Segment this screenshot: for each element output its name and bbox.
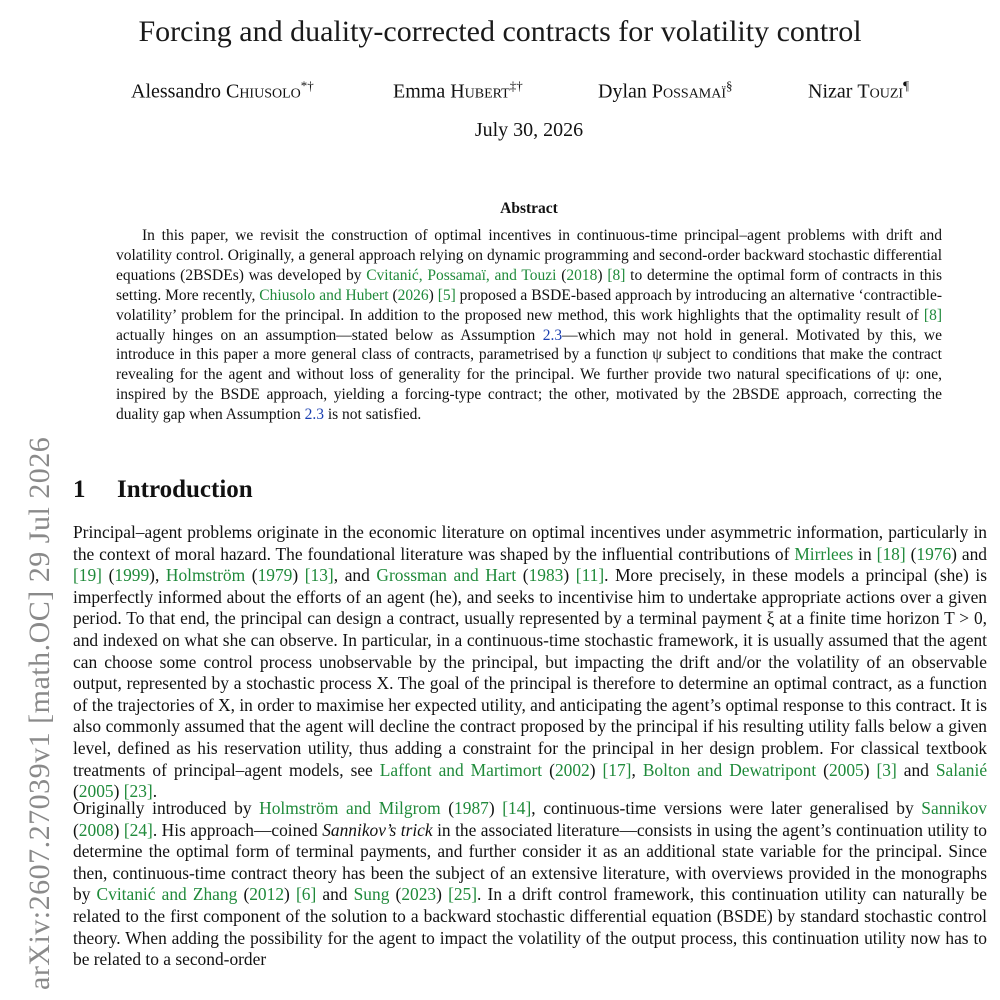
- citation-link[interactable]: [8]: [923, 306, 942, 324]
- citation-link[interactable]: Sannikov: [921, 798, 987, 818]
- arxiv-identifier: arXiv:2607.27039v1 [math.OC] 29 Jul 2026: [23, 436, 56, 990]
- section-number: 1: [73, 476, 86, 503]
- citation-link[interactable]: 2018: [566, 266, 598, 284]
- citation-link[interactable]: Laffont and Martimort: [379, 759, 543, 780]
- citation-link[interactable]: [11]: [575, 565, 605, 586]
- citation-link[interactable]: 2008: [78, 819, 114, 840]
- citation-link[interactable]: [8]: [607, 266, 626, 284]
- assumption-link[interactable]: 2.3: [542, 326, 563, 344]
- citation-link[interactable]: [24]: [123, 819, 153, 840]
- citation-link[interactable]: 1999: [114, 565, 150, 586]
- body-paragraph-1: Principal–agent problems originate in the economic literature on optimal incentives under asymmetric information, particularly in the context of moral hazard. The foundational literature was shaped by the influential contributions of Mirrlees in [18] (1976) and [19] (1999), Holmström (1979) [13], and Grossman and Hart (1983) [11]. More precisely, in these models a principal (she) is imperfectly informed about the efforts of an agent (he), and seeks to incentivise him to undertake appropriate actions over a given period. To that end, the principal can design a contract, usually represented by a terminal payment ξ at a finite time horizon T > 0, and indexed on what she can observe. In particular, in a continuous-time stochastic framework, it is usually assumed that the agent can choose some control process unobservable by the principal, but impacting the drift and/or the volatility of an observable output, represented by a stochastic process X. The goal of the principal is therefore to determine an optimal contract, as a function of the trajectories of X, in order to maximise her expected utility, and anticipating the agent’s optimal response to this contract. It is also commonly assumed that the agent will decline the contract proposed by the principal if his resulting utility falls below a given level, defined as his reservation utility, thus adding a constraint for the principal in her design problem. For classical textbook treatments of principal–agent models, see Laffont and Martimort (2002) [17], Bolton and Dewatripont (2005) [3] and Salanié (2005) [23].: [73, 522, 988, 802]
- section-heading: [73, 474, 253, 506]
- citation-link[interactable]: Cvitanić and Zhang: [96, 884, 238, 905]
- citation-link[interactable]: 2005: [828, 759, 864, 780]
- assumption-link[interactable]: 2.3: [304, 406, 324, 424]
- citation-link[interactable]: [23]: [123, 781, 153, 802]
- citation-link[interactable]: [13]: [304, 565, 334, 586]
- citation-link[interactable]: [6]: [295, 884, 317, 905]
- citation-link[interactable]: 1979: [257, 565, 293, 586]
- author-2: Emma Hubert‡†: [393, 78, 523, 103]
- publication-date: July 30, 2026: [474, 119, 584, 141]
- citation-link[interactable]: Holmström and Milgrom: [259, 798, 441, 818]
- abstract-text: In this paper, we revisit the construction of optimal incentives in continuous-time principal–agent problems with drift and volatility control. Originally, a general approach relying on dynamic programming and second-order backward stochastic differential equations (2BSDEs) was developed by Cvitanić, Possamaï, and Touzi (2018) [8] to determine the optimal form of contracts in this setting. More recently, Chiusolo and Hubert (2026) [5] proposed a BSDE-based approach by introducing an alternative ‘contractible-volatility’ problem for the principal. In addition to the proposed new method, this work highlights that the optimality result of [8] actually hinges on an assumption—stated below as Assumption 2.3—which may not hold in general. Motivated by this, we introduce in this paper a more general class of contracts, parametrised by a function ψ subject to conditions that make the contract revealing for the agent and without loss of generality for the principal. We further provide two natural specifications of ψ: one, inspired by the BSDE approach, yielding a forcing-type contract; the other, motivated by the 2BSDE approach, correcting the duality gap when Assumption 2.3 is not satisfied.: [116, 227, 942, 424]
- section-title: Introduction: [117, 476, 253, 503]
- body-paragraph-2: Originally introduced by Holmström and Milgrom (1987) [14], continuous-time versions were later generalised by Sannikov (2008) [24]. His approach—coined Sannikov’s trick in the associated literature—consists in using the agent’s continuation utility to determine the optimal form of terminal payments, and further consider it as an additional state variable for the principal. Since then, continuous-time contract theory has been the subject of an extensive literature, with overviews provided in the monographs by Cvitanić and Zhang (2012) [6] and Sung (2023) [25]. In a drift control framework, this continuation utility can naturally be related to the first component of the solution to a backward stochastic differential equation (BSDE) by standard stochastic control theory. When adding the possibility for the agent to impact the volatility of the output process, this continuation utility now has to be related to a second-order: [73, 798, 987, 970]
- citation-link[interactable]: [3]: [876, 759, 897, 780]
- citation-link[interactable]: Bolton and Dewatripont: [642, 759, 817, 780]
- emphasis-text: Sannikov’s trick: [322, 819, 433, 840]
- citation-link[interactable]: 2026: [397, 286, 429, 304]
- citation-link[interactable]: [25]: [448, 884, 478, 905]
- citation-link[interactable]: [14]: [502, 798, 532, 818]
- citation-link[interactable]: [18]: [876, 543, 906, 564]
- citation-link[interactable]: [19]: [73, 565, 102, 586]
- citation-link[interactable]: 2005: [78, 781, 114, 802]
- citation-link[interactable]: Holmström: [165, 565, 246, 586]
- citation-link[interactable]: 1976: [916, 543, 952, 564]
- citation-link[interactable]: Sung: [353, 884, 390, 905]
- citation-link[interactable]: Grossman and Hart: [376, 565, 517, 586]
- paper-title: Forcing and duality-corrected contracts for volatility control: [138, 15, 862, 48]
- author-4: Nizar Touzi¶: [808, 78, 909, 103]
- abstract-heading: Abstract: [500, 200, 558, 217]
- citation-link[interactable]: Cvitanić, Possamaï, and Touzi: [366, 266, 557, 284]
- citation-link[interactable]: [17]: [602, 759, 632, 780]
- citation-link[interactable]: 2012: [249, 884, 285, 905]
- citation-link[interactable]: Salanié: [935, 759, 988, 780]
- citation-link[interactable]: 2023: [401, 884, 437, 905]
- citation-link[interactable]: 2002: [554, 759, 590, 780]
- author-3: Dylan Possamaï§: [598, 78, 733, 103]
- author-1: Alessandro Chiusolo*†: [131, 78, 314, 103]
- citation-link[interactable]: Chiusolo and Hubert: [259, 286, 389, 304]
- citation-link[interactable]: 1987: [454, 798, 489, 818]
- citation-link[interactable]: [5]: [437, 286, 456, 304]
- citation-link[interactable]: Mirrlees: [794, 543, 854, 564]
- citation-link[interactable]: 1983: [528, 565, 564, 586]
